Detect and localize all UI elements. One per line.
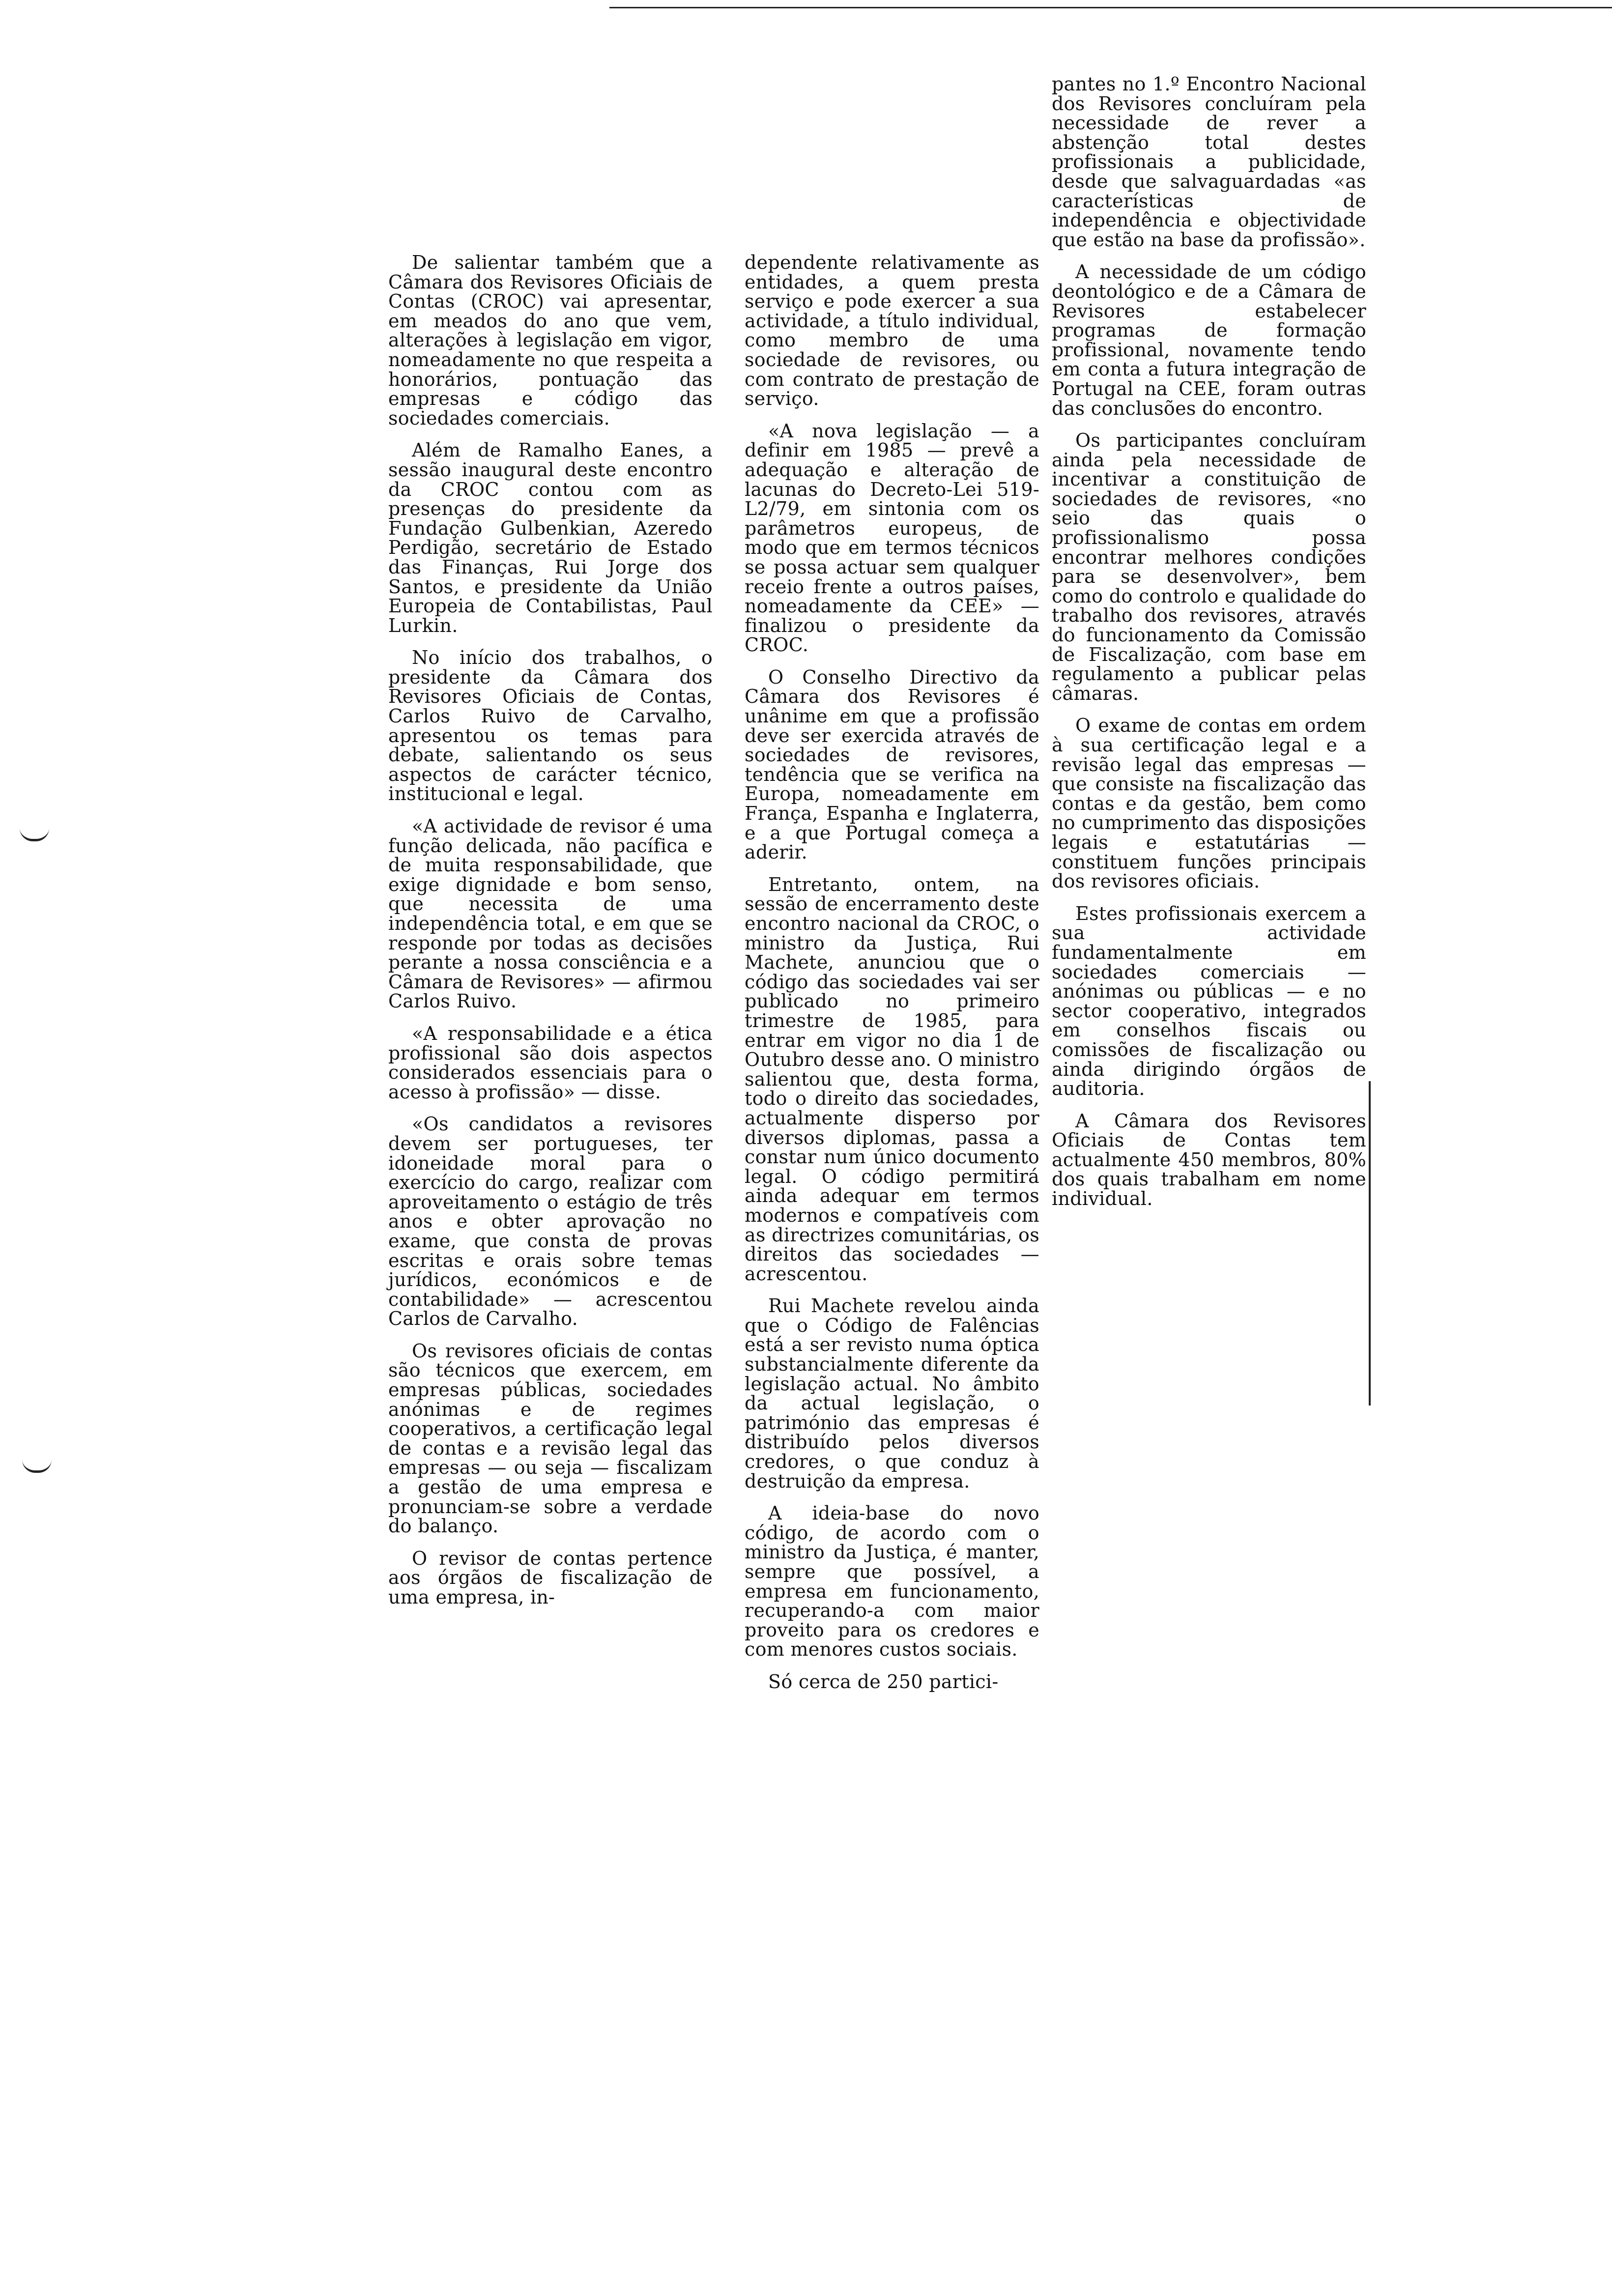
paragraph: «A responsabilidade e a ética profissional são dois aspectos considerados essenciais para o acesso à profissão» — disse.	[388, 1022, 713, 1103]
paragraph: O Conselho Directivo da Câmara dos Revisores é unânime em que a profissão deve ser exercida através de sociedades de revisores, tendência que se verifica na Europa, nomeadamente em França, Espanha e Inglaterra, e a que Portugal começa a aderir.	[745, 666, 1039, 863]
paragraph: Rui Machete revelou ainda que o Código de Falências está a ser revisto numa óptica substancialmente diferente da legislação actual. No âmbito da actual legislação, o património das empresas é distribuído pelos diversos credores, o que conduz à destruição da empresa.	[745, 1295, 1039, 1492]
paragraph: Só cerca de 250 partici-	[768, 1670, 999, 1693]
paragraph: Entretanto, ontem, na sessão de encerramento deste encontro nacional da CROC, o ministro da Justiça, Rui Machete, anunciou que o código das sociedades vai ser publicado no primeiro trimestre de 1985, para entrar em vigor no dia 1 de Outubro desse ano. O ministro salientou que, desta forma, todo o direito das sociedades, actualmente disperso por diversos diplomas, passa a constar num único documento legal. O código permitirá ainda adequar em termos modernos e compatíveis com as directrizes comunitárias, os direitos das sociedades — acrescentou.	[745, 873, 1039, 1285]
paragraph: O exame de contas em ordem à sua certificação legal e a revisão legal das empresas — que consiste na fiscalização das contas e da gestão, bem como no cumprimento das disposições legais e estatutárias — constituem funções principais dos revisores oficiais.	[1052, 715, 1366, 892]
paragraph: Além de Ramalho Eanes, a sessão inaugural deste encontro da CROC contou com as presenças do presidente da Fundação Gulbenkian, Azeredo Perdigão, secretário de Estado das Finanças, Rui Jorge dos Santos, e presidente da União Europeia de Contabilistas, Paul Lurkin.	[388, 439, 713, 636]
paragraph: «A actividade de revisor é uma função delicada, não pacífica e de muita responsabilidade, que exige dignidade e bom senso, que necessita de uma independência total, e em que se responde por todas as decisões perante a nossa consciência e a Câmara de Revisores» — afirmou Carlos Ruivo.	[388, 815, 713, 1012]
column-margin-line	[1369, 1081, 1371, 1406]
paragraph: «A nova legislação — a definir em 1985 — prevê a adequação e alteração de lacunas do Decreto-Lei 519-L2/79, em sintonia com os parâmetros europeus, de modo que em termos técnicos se possa actuar sem qualquer receio frente a outros países, nomeadamente da CEE» — finalizou o presidente da CROC.	[745, 420, 1039, 656]
paragraph: Os participantes concluíram ainda pela necessidade de incentivar a constituição de sociedades de revisores, «no seio das quais o profissionalismo possa encontrar melhores condições para se desenvolver», bem como do controlo e qualidade do trabalho dos revisores, através do funcionamento da Comissão de Fiscalização, com base em regulamento a publicar pelas câmaras.	[1052, 430, 1366, 704]
paragraph: De salientar também que a Câmara dos Revisores Oficiais de Contas (CROC) vai apresentar, em meados do ano que vem, alterações à legislação em vigor, nomeadamente no que respeita a honorários, pontuação das empresas e código das sociedades comerciais.	[388, 252, 713, 429]
paragraph: «Os candidatos a revisores devem ser portugueses, ter idoneidade moral para o exercício do cargo, realizar com aproveitamento o estágio de três anos e obter aprovação no exame, que consta de provas escritas e orais sobre temas jurídicos, económicos e de contabilidade» — acrescentou Carlos de Carvalho.	[388, 1113, 713, 1330]
paragraph: pantes no 1.º Encontro Nacional dos Revisores concluíram pela necessidade de rever a abstenção total destes profissionais a publicidade, desde que salvaguardadas «as características de independência e objectividade que estão na base da profissão».	[1052, 73, 1366, 251]
paragraph: Estes profissionais exercem a sua actividade fundamentalmente em sociedades comerciais — anónimas ou públicas — e no sector cooperativo, integrados em conselhos fiscais ou comissões de fiscalização ou ainda dirigindo órgãos de auditoria.	[1052, 902, 1366, 1100]
paragraph: Os revisores oficiais de contas são técnicos que exercem, em empresas públicas, sociedades anónimas e de regimes cooperativos, a certificação legal de contas e a revisão legal das empresas — ou seja — fiscalizam a gestão de uma empresa e pronunciam-se sobre a verdade do balanço.	[388, 1340, 713, 1537]
paragraph: dependente relativamente as entidades, a quem presta serviço e pode exercer a sua actividade, a título individual, como membro de uma sociedade de revisores, ou com contrato de prestação de serviço.	[745, 252, 1039, 410]
paragraph: No início dos trabalhos, o presidente da Câmara dos Revisores Oficiais de Contas, Carlos Ruivo de Carvalho, apresentou os temas para debate, salientando os seus aspectos de carácter técnico, institucional e legal.	[388, 647, 713, 805]
binder-hole-mark	[20, 828, 49, 841]
paragraph: O revisor de contas pertence aos órgãos de fiscalização de uma empresa, in-	[388, 1547, 713, 1608]
article-column-1	[388, 253, 713, 1620]
article-column-2	[745, 253, 1039, 1705]
top-edge-line	[609, 7, 1612, 8]
paragraph: A necessidade de um código deontológico e de a Câmara de Revisores estabelecer programas de formação profissional, novamente tendo em conta a futura integração de Portugal na CEE, foram outras das conclusões do encontro.	[1052, 261, 1366, 419]
paragraph: A Câmara dos Revisores Oficiais de Contas tem actualmente 450 membros, 80% dos quais trabalham em nome individual.	[1052, 1110, 1366, 1210]
binder-hole-mark	[22, 1460, 52, 1473]
article-column-3	[1052, 75, 1366, 1222]
paragraph: A ideia-base do novo código, de acordo com o ministro da Justiça, é manter, sempre que possível, a empresa em funcionamento, recuperando-a com maior proveito para os credores e com menores custos sociais.	[745, 1502, 1039, 1661]
